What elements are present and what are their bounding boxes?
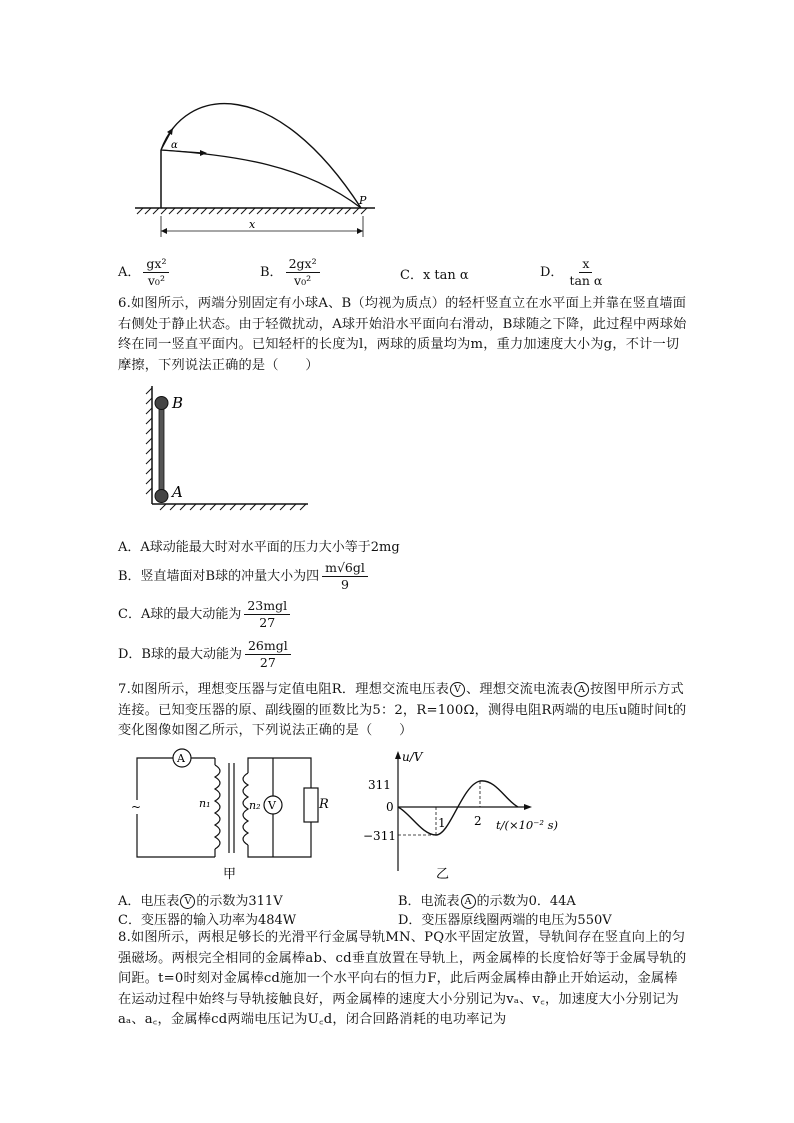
x-dimension-label: x xyxy=(249,218,256,231)
svg-text:V: V xyxy=(268,799,276,812)
voltage-time-graph xyxy=(350,745,580,885)
ammeter-symbol: A xyxy=(574,682,589,697)
angle-label: α xyxy=(171,140,178,151)
point-p-label: P xyxy=(359,194,367,207)
q7-option-c[interactable]: C．变压器的输入功率为484W xyxy=(118,913,297,928)
voltmeter-symbol: V xyxy=(450,682,465,697)
q6-option-d[interactable]: D．B球的最大动能为 $\frac{\text{26mgl}}{27}$ xyxy=(118,638,294,671)
ball-a xyxy=(155,490,168,503)
tick-t1: 1 xyxy=(438,816,446,830)
low-trajectory xyxy=(161,150,361,208)
ball-b xyxy=(155,397,168,410)
n2-label: n₂ xyxy=(249,799,261,812)
q7-option-b[interactable]: B．电流表 A 的示数为0．44A xyxy=(398,894,576,909)
figure-jia-caption: 甲 xyxy=(223,867,237,882)
tick-311: 311 xyxy=(368,778,391,792)
svg-text:A: A xyxy=(177,752,185,765)
q5-option-c[interactable]: C．x tan α xyxy=(400,268,469,283)
q5-option-a[interactable]: A． $\frac{\text{gx²}}{\text{v₀²}}$ xyxy=(118,256,172,289)
ground-hatch xyxy=(137,208,367,214)
q8-stem: 8.如图所示，两根足够长的光滑平行金属导轨MN、PQ水平固定放置，导轨间存在竖直向上的匀强磁场。两根完全相同的金属棒ab、cd垂直放置在导轨上，两金属棒的长度恰好等于金属导轨的间距。t=0时刻对金属棒cd施加一个水平向右的恒力F，此后两金属棒由静止开始运动，金属棒在运动过程中始终与导轨接触良好，两金属棒的速度大小分别记为vₐ、v꜀，加速度大小分别记为aₐ、a꜀，金属棒cd两端电压记为U꜀d，闭合回路消耗的电功率记为 xyxy=(118,930,687,1027)
u-axis-label: u/V xyxy=(402,750,423,764)
resistor-r xyxy=(304,788,318,822)
q6-stem: 6.如图所示，两端分别固定有小球A、B（均视为质点）的轻杆竖直立在水平面上并靠在竖直墙面右侧处于静止状态。由于轻微扰动，A球开始沿水平面向右滑动，B球随之下降，此过程中两球始终在同一竖直平面内。已知轻杆的长度为l，两球的质量均为m，重力加速度大小为g，不计一切摩擦，下列说法正确的是（ ） xyxy=(118,296,687,373)
transformer-circuit xyxy=(125,745,340,885)
q5-option-d[interactable]: D． $\frac{x}{\text{tan α}}$ xyxy=(540,256,603,288)
q6-option-a[interactable]: A．A球动能最大时对水平面的压力大小等于2mg xyxy=(118,540,400,555)
secondary-coil xyxy=(243,773,248,845)
resistor-label: R xyxy=(319,797,329,812)
q6-option-b[interactable]: B．竖直墙面对B球的冲量大小为四 $\frac{m√6gl}{9}$ xyxy=(118,560,371,593)
projectile-figure xyxy=(125,95,385,245)
tick-neg-311: −311 xyxy=(363,829,396,843)
q7-stem: 7.如图所示，理想变压器与定值电阻R．理想交流电压表 V 、理想交流电流表 A 按图甲所示方式连接。已知变压器的原、副线圈的匝数比为5：2，R=100Ω，测得电阻R两端的电压u随时间t的变化图像如图乙所示，下列说法正确的是（ ） xyxy=(118,682,687,738)
velocity-arrow-horizontal xyxy=(161,150,205,153)
q7-option-d[interactable]: D．变压器原线圈两端的电压为550V xyxy=(398,913,612,928)
light-rod xyxy=(159,402,164,496)
q6-option-c[interactable]: C．A球的最大动能为 $\frac{\text{23mgl}}{27}$ xyxy=(118,598,293,631)
rod-wall-figure xyxy=(140,380,315,515)
ball-a-label: A xyxy=(172,483,183,501)
tick-0: 0 xyxy=(386,800,394,814)
ac-source-label: ~ xyxy=(131,800,142,814)
high-trajectory xyxy=(161,104,361,208)
n1-label: n₁ xyxy=(199,797,211,810)
q5-option-b[interactable]: B． $\frac{\text{2gx²}}{\text{v₀²}}$ xyxy=(260,256,323,289)
ball-b-label: B xyxy=(172,394,184,412)
primary-coil xyxy=(215,765,220,849)
figure-yi-caption: 乙 xyxy=(436,867,450,882)
q7-option-a[interactable]: A．电压表 V 的示数为311V xyxy=(118,894,283,909)
t-axis-label: t/(×10⁻² s) xyxy=(496,818,558,832)
tick-t2: 2 xyxy=(474,814,482,828)
